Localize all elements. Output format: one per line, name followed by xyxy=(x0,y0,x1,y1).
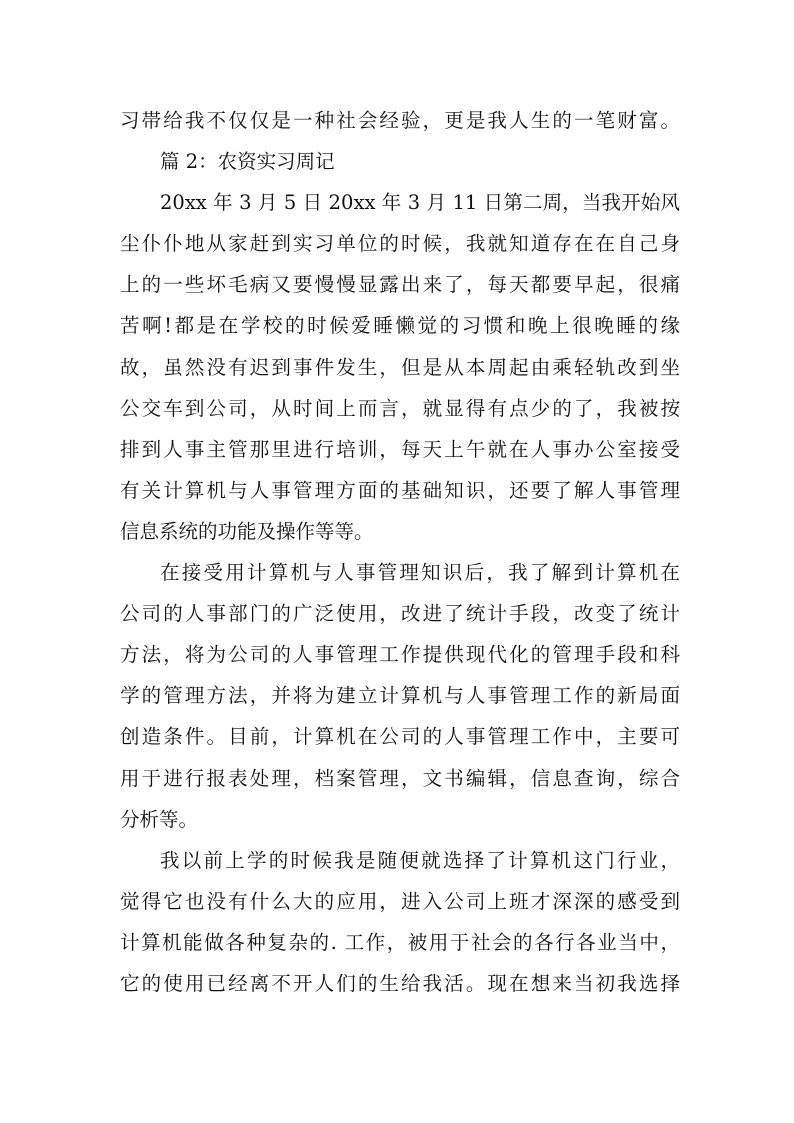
text-line: 习帯给我不仅仅是一种社会经验，更是我人生的一笔财富。 xyxy=(120,109,680,132)
text-line: 20xx 年 3 月 5 日 20xx 年 3 月 11 日第二周，当我开始风 xyxy=(160,191,680,215)
text-line: 我以前上学的时候我是随便就选择了计算机这门行业， xyxy=(160,848,680,872)
document-body xyxy=(120,100,680,1004)
text-line: 苦啊!都是在学校的时候爱睡懒觉的习惯和晚上很晚睡的缘 xyxy=(120,314,680,338)
text-line: 公司的人事部门的广泛使用，改进了统计手段，改变了统计 xyxy=(120,602,680,626)
text-line: 计算机能做各种复杂的. 工作，被用于社会的各行各业当中， xyxy=(120,930,680,954)
text-line: 在接受用计算机与人事管理知识后，我了解到计算机在 xyxy=(160,561,680,585)
text-line: 排到人事主管那里进行培训，每天上午就在人事办公室接受 xyxy=(120,437,680,461)
text-line: 方法，将为公司的人事管理工作提供现代化的管理手段和科 xyxy=(120,643,680,667)
text-line: 分析等。 xyxy=(120,807,199,831)
text-line: 信息系统的功能及操作等等。 xyxy=(120,519,374,543)
text-line: 学的管理方法，并将为建立计算机与人事管理工作的新局面 xyxy=(120,684,680,708)
text-line: 用于进行报表处理，档案管理，文书编辑，信息查询，综合 xyxy=(120,766,680,790)
section-heading: 篇 2：农资实习周记 xyxy=(160,150,335,174)
text-line: 故，虽然没有迟到事件发生，但是从本周起由乘轻轨改到坐 xyxy=(120,355,680,379)
text-line: 觉得它也没有什么大的应用，进入公司上班才深深的感受到 xyxy=(120,889,680,913)
text-line: 公交车到公司，从时间上而言，就显得有点少的了，我被按 xyxy=(120,396,680,420)
text-line: 它的使用已经离不开人们的生给我活。现在想来当初我选择 xyxy=(120,971,680,995)
text-line: 有关计算机与人事管理方面的基础知识，还要了解人事管理 xyxy=(120,478,680,502)
text-line: 尘仆仆地从家赶到实习单位的时候，我就知道存在在自己身 xyxy=(120,232,680,256)
text-line: 创造条件。目前，计算机在公司的人事管理工作中，主要可 xyxy=(120,725,680,749)
text-line: 上的一些坏毛病又要慢慢显露出来了，每天都要早起，很痛 xyxy=(120,273,680,297)
